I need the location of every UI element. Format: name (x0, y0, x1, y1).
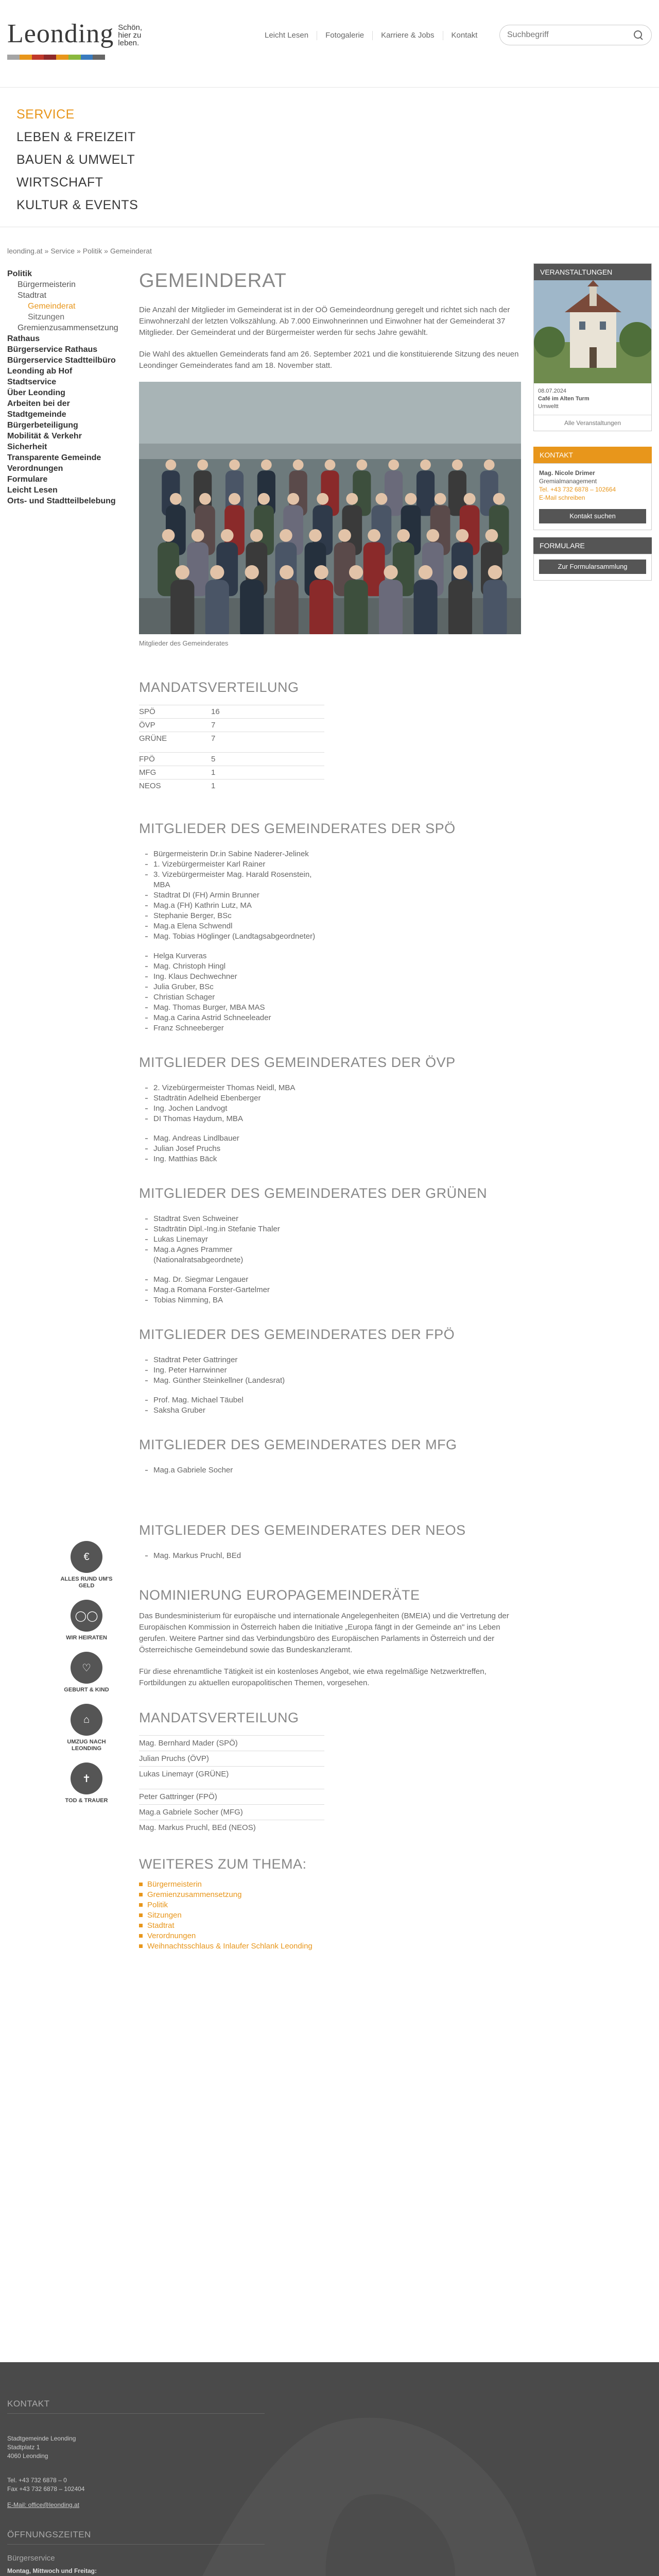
member-item: Mag. Günther Steinkellner (Landesrat) (139, 1376, 319, 1386)
member-item: Julia Gruber, BSc (139, 982, 319, 992)
quick-link-label: GEBURT & KIND (64, 1687, 109, 1693)
footer-address (7, 2434, 213, 2461)
sidebar-item[interactable]: Bürgerservice Stadtteilbüro (7, 356, 116, 365)
party-name: MFG (139, 768, 157, 777)
member-item: Franz Schneeberger (139, 1023, 319, 1033)
events-title: VERANSTALTUNGEN (534, 264, 651, 280)
distribution-row (139, 732, 324, 745)
member-group-title: MITGLIEDER DES GEMEINDERATES DER SPÖ (139, 821, 456, 836)
quick-link-label: WIR HEIRATEN (66, 1635, 107, 1641)
member-item: Mag. Tobias Höglinger (Landtagsabgeordneter) (139, 931, 319, 942)
logo-slogan (118, 24, 142, 47)
sidebar-item[interactable]: Arbeiten bei der Stadtgemeinde (7, 399, 70, 419)
europe-paragraph: Für diese ehrenamtliche Tätigkeit ist ein kostenloses Angebot, wie etwa regelmäßige Netzwerktreffen, Fortbildungen zu aktuellen europapolitischen Themen, vorgesehen. (139, 1667, 487, 1687)
slogan-line: hier zu (118, 31, 142, 40)
europe-member-row: Mag. Markus Pruchl, BEd (NEOS) (139, 1820, 324, 1835)
member-item: Julian Josef Pruchs (139, 1144, 319, 1154)
page-title: GEMEINDERAT (139, 270, 287, 292)
breadcrumb-item[interactable]: leonding.at (7, 247, 43, 255)
logo-bar (32, 55, 44, 60)
mandate-distribution-title: MANDATSVERTEILUNG (139, 680, 299, 695)
member-item: Mag.a Romana Forster-Gartelmer (139, 1285, 319, 1295)
more-topic-item (139, 1910, 521, 1921)
hours-day: Montag, Mittwoch und Freitag: (7, 2567, 97, 2574)
intro-text (139, 304, 521, 371)
mainnav-item[interactable]: LEBEN & FREIZEIT (16, 130, 136, 144)
site-header (0, 0, 659, 88)
europe-member-row: Mag.a Gabriele Socher (MFG) (139, 1804, 324, 1820)
quick-link[interactable] (56, 1541, 117, 1589)
events-box (533, 263, 652, 431)
event-place: Umweltt (538, 403, 559, 410)
member-gap (139, 1124, 319, 1133)
member-item: Ing. Klaus Dechwechner (139, 972, 319, 982)
quick-icon-glyph: ◯◯ (75, 1610, 98, 1622)
intro-paragraph: Die Anzahl der Mitglieder im Gemeinderat ist in der OÖ Gemeindeordnung geregelt und richtet sich nach der Einwohnerzahl der letzten Volkszählung. Ab 7.000 Einwohnerinnen und Einwohner hat der Gemeinderat 37 Mitglieder. Der Gemeinderat und der Bürgermeister werden für sechs Jahre gewählt. (139, 306, 510, 337)
quick-icon-glyph: ⌂ (83, 1714, 90, 1725)
contact-box (533, 463, 652, 530)
quick-link-label: TOD & TRAUER (65, 1798, 108, 1804)
contact-email-link[interactable]: E-Mail schreiben (539, 494, 585, 501)
member-item: Mag. Dr. Siegmar Lengauer (139, 1275, 319, 1285)
logo-bar (81, 55, 93, 60)
quick-link[interactable] (56, 1652, 117, 1693)
breadcrumb-separator: » (44, 247, 49, 255)
event-image[interactable] (534, 280, 651, 383)
contact-name: Mag. Nicole Drimer (539, 469, 595, 477)
member-item: Stadtrat DI (FH) Armin Brunner (139, 890, 319, 901)
distribution-row (139, 766, 324, 779)
footer-phone[interactable]: Tel. +43 732 6878 – 0 (7, 2477, 67, 2484)
member-item: Mag. Thomas Burger, MBA MAS (139, 1003, 319, 1013)
sidebar-item[interactable]: Formulare (7, 475, 48, 484)
sidebar-item[interactable]: Sitzungen (28, 313, 65, 321)
sidebar-item[interactable]: Leonding ab Hof (7, 367, 73, 376)
member-gap (139, 1265, 319, 1275)
member-list (139, 1551, 521, 1561)
breadcrumb-separator: » (77, 247, 81, 255)
mainnav-item[interactable]: KULTUR & EVENTS (16, 198, 138, 212)
quick-link-label: ALLES RUND UM'S GELD (60, 1576, 113, 1589)
party-seats: 7 (211, 734, 216, 743)
slogan-line: Schön, (118, 23, 142, 32)
mainnav-item[interactable]: WIRTSCHAFT (16, 175, 103, 190)
breadcrumb-item[interactable]: Gemeinderat (110, 247, 152, 255)
event-info[interactable] (534, 383, 651, 415)
more-topics-list (139, 1879, 521, 1952)
mandate-distribution-table (139, 705, 324, 792)
member-list (139, 1355, 521, 1416)
quick-link-label: UMZUG NACH LEONDING (67, 1739, 106, 1752)
more-topic-link[interactable]: Stadtrat (147, 1921, 175, 1930)
sidebar-item[interactable]: Stadtservice (7, 378, 57, 386)
party-name: NEOS (139, 782, 161, 790)
member-list (139, 849, 521, 1033)
europe-member-row: Lukas Linemayr (GRÜNE) (139, 1766, 324, 1782)
member-item: Stadtrat Sven Schweiner (139, 1214, 319, 1224)
member-item: Christian Schager (139, 992, 319, 1003)
page-layout (0, 263, 659, 2389)
opening-hours (7, 2554, 213, 2576)
party-seats: 1 (211, 768, 216, 777)
logo-wordmark: Leonding (7, 19, 114, 48)
contact-phone[interactable]: Tel. +43 732 6878 – 102664 (539, 486, 616, 493)
more-topic-link[interactable]: Sitzungen (147, 1911, 182, 1920)
member-item: Saksha Gruber (139, 1405, 319, 1416)
logo-bar (93, 55, 105, 60)
sidebar-item[interactable]: Bürgerbeteiligung (7, 421, 78, 430)
sidebar-navigation (7, 268, 126, 506)
member-gap (139, 1386, 319, 1395)
member-group-title: MITGLIEDER DES GEMEINDERATES DER MFG (139, 1437, 457, 1452)
contact-title: KONTAKT (533, 447, 652, 463)
main-navigation (0, 88, 659, 227)
contact-search-button[interactable]: Kontakt suchen (539, 509, 646, 523)
member-item: Ing. Peter Harrwinner (139, 1365, 319, 1376)
member-list (139, 1214, 521, 1306)
baby-icon (71, 1541, 102, 1573)
more-topic-item (139, 1890, 521, 1900)
member-item: Mag.a Elena Schwendl (139, 921, 319, 931)
right-column (533, 263, 652, 581)
topnav-link[interactable]: Kontakt (443, 31, 486, 40)
sidebar-item[interactable]: Mobilität & Verkehr (7, 432, 82, 440)
council-group-photo (139, 382, 521, 634)
quick-icon-glyph: ✝ (82, 1773, 91, 1785)
address-line: Stadtplatz 1 (7, 2444, 40, 2451)
party-name: FPÖ (139, 755, 155, 764)
sidebar-item[interactable]: Verordnungen (7, 464, 63, 473)
main-content (139, 263, 521, 1952)
member-item: Stadtrat Peter Gattringer (139, 1355, 319, 1365)
slogan-line: leben. (118, 39, 140, 47)
member-item: Mag. Andreas Lindlbauer (139, 1133, 319, 1144)
member-item: Stephanie Berger, BSc (139, 911, 319, 921)
member-item: Mag.a Gabriele Socher (139, 1465, 319, 1476)
all-events-link[interactable]: Alle Veranstaltungen (534, 415, 651, 431)
breadcrumb (0, 227, 659, 263)
footer-email[interactable]: E-Mail: office@leonding.at (7, 2501, 80, 2509)
sidebar-item[interactable]: Über Leonding (7, 388, 65, 397)
forms-box (533, 554, 652, 581)
party-seats: 16 (211, 707, 220, 716)
member-item: DI Thomas Haydum, MBA (139, 1114, 319, 1124)
party-seats: 1 (211, 782, 216, 790)
member-item: Stadträtin Dipl.-Ing.in Stefanie Thaler (139, 1224, 319, 1234)
search-box (499, 25, 652, 45)
more-topic-link[interactable]: Gremienzusammensetzung (147, 1890, 242, 1899)
quick-link[interactable] (56, 1762, 117, 1804)
event-date: 08.07.2024 (538, 388, 567, 394)
quick-links (56, 1541, 117, 1815)
member-groups (139, 820, 521, 1561)
photo-caption: Mitglieder des Gemeinderates (139, 639, 229, 647)
party-name: SPÖ (139, 707, 155, 716)
sidebar-item[interactable]: Sicherheit (7, 443, 47, 451)
member-group-title: MITGLIEDER DES GEMEINDERATES DER NEOS (139, 1522, 466, 1538)
more-topic-item (139, 1941, 521, 1952)
footer-contact-title: KONTAKT (7, 2399, 265, 2414)
europe-member-row: Mag. Bernhard Mader (SPÖ) (139, 1735, 324, 1751)
quick-link[interactable] (56, 1600, 117, 1641)
member-item: Ing. Jochen Landvogt (139, 1104, 319, 1114)
forms-button[interactable]: Zur Formularsammlung (539, 560, 646, 574)
member-gap (139, 942, 319, 951)
member-item: Mag. Christoph Hingl (139, 961, 319, 972)
europe-distribution-title: MANDATSVERTEILUNG (139, 1710, 299, 1725)
party-seats: 5 (211, 755, 216, 764)
more-topics-title: WEITERES ZUM THEMA: (139, 1856, 307, 1872)
member-item: Bürgermeisterin Dr.in Sabine Naderer-Jelinek (139, 849, 319, 859)
party-name: ÖVP (139, 721, 155, 730)
search-input[interactable] (507, 30, 633, 40)
member-list (139, 1083, 521, 1164)
logo-bar (20, 55, 32, 60)
distribution-row (139, 705, 324, 718)
address-line: 4060 Leonding (7, 2452, 48, 2460)
logo-bar (68, 55, 81, 60)
more-topic-link[interactable]: Politik (147, 1901, 168, 1909)
rings-icon (71, 1600, 102, 1632)
sidebar-item[interactable]: Bürgerservice Rathaus (7, 345, 98, 354)
distribution-row (139, 779, 324, 792)
member-item: Mag.a (FH) Kathrin Lutz, MA (139, 901, 319, 911)
more-topic-item (139, 1900, 521, 1910)
logo-color-bars (7, 55, 105, 60)
search-icon[interactable] (633, 29, 644, 41)
member-item: Prof. Mag. Michael Täubel (139, 1395, 319, 1405)
sidebar-item[interactable]: Stadtrat (18, 291, 47, 300)
topnav-link[interactable]: Karriere & Jobs (372, 31, 442, 40)
stork-icon (71, 1652, 102, 1684)
europe-title: NOMINIERUNG EUROPAGEMEINDERÄTE (139, 1587, 420, 1603)
footer-fax: Fax +43 732 6878 – 102404 (7, 2485, 85, 2493)
member-item: Lukas Linemayr (139, 1234, 319, 1245)
breadcrumb-item[interactable]: Politik (82, 247, 102, 255)
contact-role: Gremialmanagement (539, 478, 597, 485)
europe-text (139, 1611, 521, 1689)
member-list (139, 1465, 521, 1476)
member-item: Tobias Nimming, BA (139, 1295, 319, 1306)
sidebar-item[interactable]: Transparente Gemeinde (7, 453, 101, 462)
party-name: GRÜNE (139, 734, 167, 743)
member-group-title: MITGLIEDER DES GEMEINDERATES DER GRÜNEN (139, 1185, 488, 1201)
quick-icon-glyph: € (83, 1551, 90, 1563)
distribution-row (139, 752, 324, 766)
intro-paragraph: Die Wahl des aktuellen Gemeinderats fand am 26. September 2021 und die konstituierende Sitzung des neuen Leondinger Gemeinderates fand am 18. November statt. (139, 350, 519, 370)
footer-content (7, 2362, 213, 2576)
forms-title: FORMULARE (533, 537, 652, 554)
logo-bar (56, 55, 68, 60)
breadcrumb-item[interactable]: Service (50, 247, 75, 255)
member-item: Helga Kurveras (139, 951, 319, 961)
more-topic-link[interactable]: Verordnungen (147, 1931, 196, 1940)
europe-paragraph: Das Bundesministerium für europäische und internationale Angelegenheiten (BMEIA) und die Vertretung der Europäischen Kommission in Österreich haben die Initiative „Europa fängt in der Gemeinde an" ins Leben gerufen. Weitere Partner sind das Verbindungsbüro des Europäischen Parlaments in Österreich und der Österreichische Gemeindebund sowie das Bundeskanzleramt. (139, 1612, 509, 1654)
logo-bar (44, 55, 56, 60)
sidebar-item[interactable]: Gemeinderat (28, 302, 76, 311)
more-topic-link[interactable]: Weihnachtsschlaus & Inlaufer Schlank Leonding (147, 1942, 313, 1951)
quick-icon-glyph: ♡ (82, 1662, 91, 1674)
member-item: Ing. Matthias Bäck (139, 1154, 319, 1164)
europe-member-row: Julian Pruchs (ÖVP) (139, 1751, 324, 1766)
mainnav-item[interactable]: BAUEN & UMWELT (16, 152, 135, 167)
cross-icon (71, 1762, 102, 1794)
mainnav-item[interactable]: SERVICE (16, 107, 75, 122)
europe-gap (139, 1782, 324, 1789)
member-item: 3. Vizebürgermeister Mag. Harald Rosenstein, MBA (139, 870, 319, 890)
distribution-row (139, 718, 324, 732)
europe-member-list (139, 1735, 324, 1835)
member-item: 1. Vizebürgermeister Karl Rainer (139, 859, 319, 870)
member-group-title: MITGLIEDER DES GEMEINDERATES DER ÖVP (139, 1055, 456, 1070)
sidebar-item[interactable]: Rathaus (7, 334, 40, 343)
member-group-title: MITGLIEDER DES GEMEINDERATES DER FPÖ (139, 1327, 455, 1342)
member-item: 2. Vizebürgermeister Thomas Neidl, MBA (139, 1083, 319, 1093)
house-icon (71, 1704, 102, 1736)
member-item: Mag. Markus Pruchl, BEd (139, 1551, 319, 1561)
sidebar-item[interactable]: Gremienzusammensetzung (18, 324, 118, 332)
breadcrumb-separator: » (104, 247, 108, 255)
site-footer (0, 2362, 659, 2576)
logo-bar (7, 55, 20, 60)
hours-heading: Bürgerservice (7, 2554, 55, 2563)
site-logo[interactable] (7, 21, 142, 47)
top-navigation (256, 31, 485, 40)
sidebar-item[interactable]: Leicht Lesen (7, 486, 58, 495)
distribution-gap (139, 745, 324, 752)
event-name: Café im Alten Turm (538, 396, 589, 402)
member-item: Mag.a Agnes Prammer (Nationalratsabgeordnete) (139, 1245, 319, 1265)
sidebar-item[interactable]: Orts- und Stadtteilbelebung (7, 497, 116, 505)
more-topic-item (139, 1921, 521, 1931)
address-line: Stadtgemeinde Leonding (7, 2435, 76, 2442)
topnav-link[interactable]: Fotogalerie (317, 31, 372, 40)
footer-hours-title: ÖFFNUNGSZEITEN (7, 2530, 265, 2545)
member-item: Stadträtin Adelheid Ebenberger (139, 1093, 319, 1104)
member-item: Mag.a Carina Astrid Schneeleader (139, 1013, 319, 1023)
europe-member-row: Peter Gattringer (FPÖ) (139, 1789, 324, 1804)
more-topic-link[interactable]: Bürgermeisterin (147, 1880, 202, 1889)
sidebar-item[interactable]: Bürgermeisterin (18, 280, 76, 289)
more-topic-item (139, 1879, 521, 1890)
topnav-link[interactable]: Leicht Lesen (265, 31, 309, 40)
quick-link[interactable] (56, 1704, 117, 1752)
party-seats: 7 (211, 721, 216, 730)
more-topic-item (139, 1931, 521, 1941)
sidebar-item[interactable]: Politik (7, 269, 32, 278)
